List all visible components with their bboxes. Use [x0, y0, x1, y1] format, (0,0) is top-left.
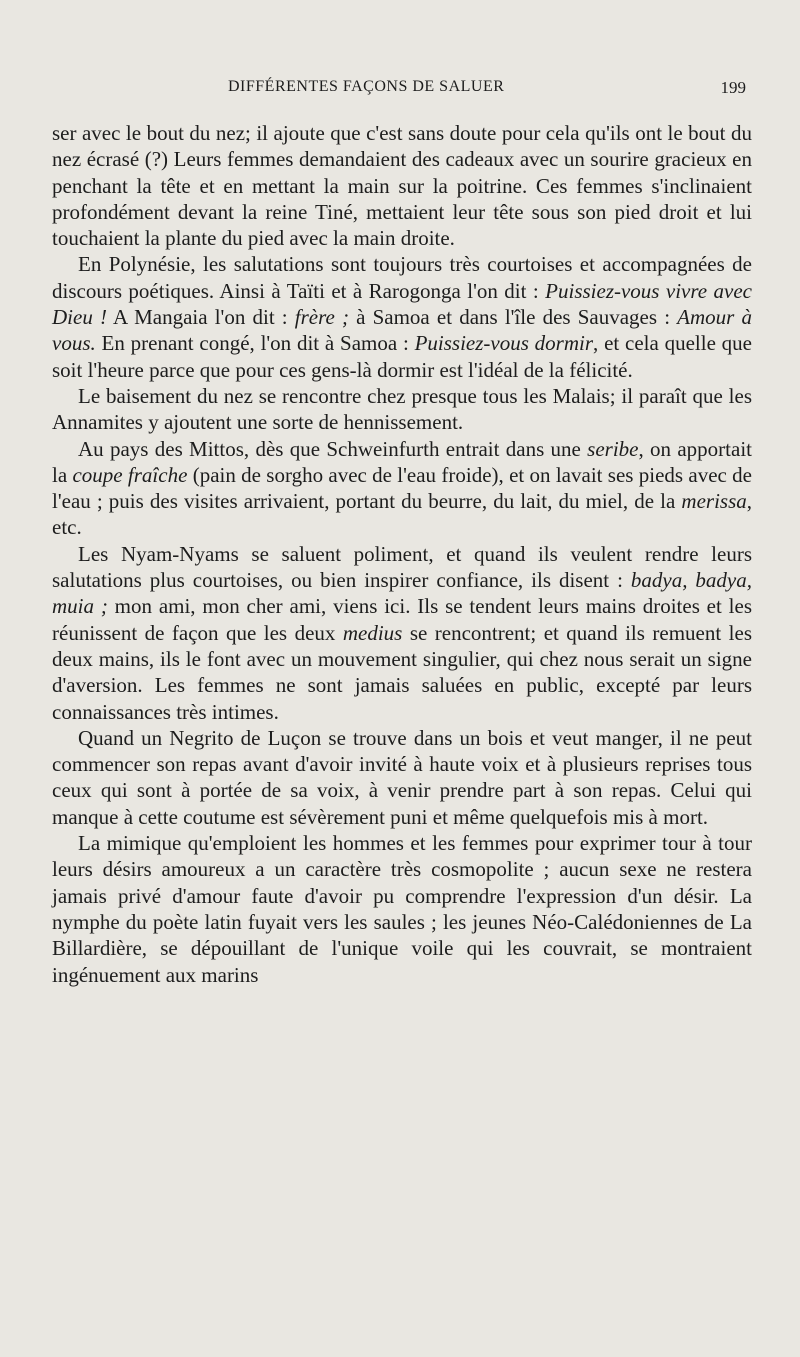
text-run: La mimique qu'emploient les hommes et les femmes pour exprimer tour à tour leurs désirs amoureux a un caractère très cosmopolite ; aucun sexe ne restera jamais privé d'amour faute d'avoir pu comprendre l'expression d'un désir. La nymphe du poète latin fuyait vers les saules ; les jeunes Néo-Calédoniennes de La Billardière, se dépouillant de l'unique voile qui les couvrait, se montraient ingénuement aux marins — [52, 831, 752, 987]
paragraph — [52, 541, 752, 725]
text-run: mon ami, mon cher ami, viens ici. Ils se tendent leurs mains droites et les réunissent de façon que les deux — [52, 594, 752, 645]
text-run: (pain de sorgho avec de l'eau froide), et on lavait ses pieds avec de l'eau ; puis des visites arrivaient, portant du beurre, du lait, du miel, de la — [52, 462, 752, 514]
running-head — [52, 78, 752, 100]
running-title: DIFFÉRENTES FAÇONS DE SALUER — [228, 78, 505, 95]
italic-phrase: Amour à vous. — [52, 305, 752, 356]
italic-phrase: Puissiez-vous dormir — [414, 331, 594, 356]
paragraph — [52, 383, 752, 436]
paragraph — [52, 436, 752, 541]
text-run: , etc. — [52, 489, 752, 540]
text-run: Au pays des Mittos, dès que Schweinfurth entrait dans une — [78, 436, 588, 461]
text-run: , et cela quelle que soit l'heure parce que pour ces gens-là dormir est l'idéal de la félicité. — [52, 331, 752, 382]
italic-phrase: merissa — [681, 489, 747, 514]
italic-phrase: seribe — [587, 436, 639, 461]
paragraph — [52, 830, 752, 988]
italic-phrase: medius — [342, 620, 403, 645]
paragraph — [52, 725, 752, 830]
italic-phrase: coupe fraîche — [72, 462, 188, 487]
body-text — [52, 120, 752, 988]
text-run: à Samoa et dans l'île des Sauvages : — [348, 305, 678, 330]
text-run: se rencontrent; et quand ils remuent les deux mains, ils le font avec un mouvement singulier, qui chez nous serait un signe d'aversion. Les femmes ne sont jamais saluées en public, excepté par leurs connaissances très intimes. — [52, 620, 752, 724]
text-run: ser avec le bout du nez; il ajoute que c'est sans doute pour cela qu'ils ont le bout du nez écrasé (?) Leurs femmes demandaient des cadeaux avec un sourire gracieux en penchant la tête et en mettant la main sur la poitrine. Ces femmes s'inclinaient profondément devant la reine Tiné, mettaient leur tête sous son pied droit et lui touchaient la plante du pied avec la main droite. — [52, 121, 752, 251]
paragraph — [52, 120, 752, 251]
text-run: A Mangaia l'on dit : — [106, 305, 295, 330]
text-run: En prenant congé, l'on dit à Samoa : — [95, 331, 415, 356]
page-number: 199 — [720, 78, 746, 97]
text-run: Les Nyam-Nyams se saluent poliment, et quand ils veulent rendre leurs salutations plus courtoises, ou bien inspirer confiance, ils disent : — [52, 541, 752, 593]
italic-phrase: badya, badya, muia ; — [52, 568, 752, 619]
text-run: , on apportait la — [52, 436, 752, 487]
text-run: En Polynésie, les salutations sont toujours très courtoises et accompagnées de discours poétiques. Ainsi à Taïti et à Rarogonga l'on dit : — [52, 252, 752, 303]
italic-phrase: frère ; — [294, 305, 349, 330]
paragraph — [52, 251, 752, 382]
text-run: Quand un Negrito de Luçon se trouve dans un bois et veut manger, il ne peut commencer son repas avant d'avoir invité à haute voix et à plusieurs reprises tous ceux qui sont à portée de sa voix, à venir prendre part à son repas. Celui qui manque à cette coutume est sévèrement puni et même quelquefois mis à mort. — [52, 725, 752, 829]
italic-phrase: Puissiez-vous vivre avec Dieu ! — [52, 278, 752, 330]
text-run: Le baisement du nez se rencontre chez presque tous les Malais; il paraît que les Annamites y ajoutent une sorte de hennissement. — [52, 383, 752, 435]
